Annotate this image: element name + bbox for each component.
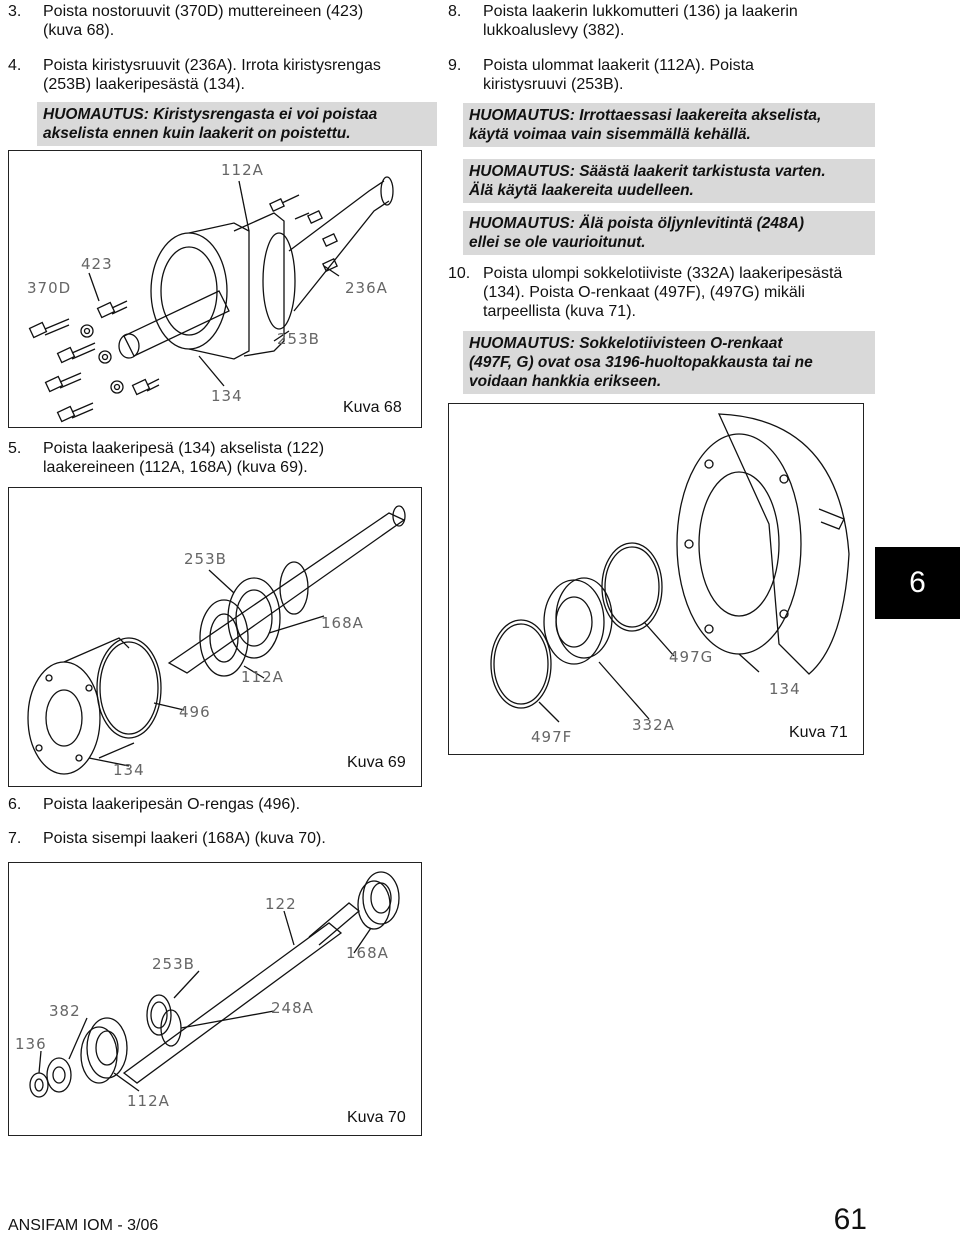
page-number: 61 — [833, 1203, 867, 1236]
step-text-line: lukkoaluslevy (382). — [483, 22, 625, 39]
figure-71 — [448, 403, 864, 755]
footer-doc-id: ANSIFAM IOM - 3/06 — [8, 1217, 159, 1234]
step-number: 3. — [8, 3, 22, 20]
callout-label: 134 — [113, 761, 145, 779]
figure-70-drawing — [9, 863, 421, 1135]
figure-caption: Kuva 68 — [343, 399, 402, 416]
note-line: HUOMAUTUS: Irrottaessasi laakereita akselista, — [469, 107, 822, 124]
callout-label: 112A — [221, 161, 264, 179]
note-box — [37, 102, 437, 146]
step-number: 7. — [8, 830, 22, 847]
step-text-line: Poista laakerin lukkomutteri (136) ja laakerin — [483, 3, 798, 20]
step-5 — [8, 439, 428, 479]
note-line: HUOMAUTUS: Älä poista öljynlevitintä (248A) — [469, 215, 805, 232]
figure-69-drawing — [9, 488, 421, 786]
note-line: akselista ennen kuin laakerit on poistettu. — [43, 125, 351, 142]
step-text-line: (134). Poista O-renkaat (497F), (497G) mikäli — [483, 284, 805, 301]
step-number: 4. — [8, 57, 22, 74]
callout-label: 382 — [49, 1002, 81, 1020]
step-text-line: Poista laakeripesä (134) akselista (122) — [43, 440, 325, 457]
callout-label: 134 — [769, 680, 801, 698]
callout-label: 253B — [184, 550, 227, 568]
step-text-line: Poista laakeripesän O-rengas (496). — [43, 796, 301, 813]
step-text-line: kiristysruuvi (253B). — [483, 76, 624, 93]
callout-label: 497F — [531, 728, 573, 746]
note-box — [463, 211, 875, 255]
step-number: 8. — [448, 3, 462, 20]
step-number: 10. — [448, 265, 471, 282]
callout-label: 112A — [127, 1092, 170, 1110]
note-line: voidaan hankkia erikseen. — [469, 373, 662, 390]
note-box — [463, 159, 875, 203]
figure-70 — [8, 862, 422, 1136]
figure-caption: Kuva 69 — [347, 754, 406, 771]
section-tab: 6 — [875, 547, 960, 619]
step-text-line: laakereineen (112A, 168A) (kuva 69). — [43, 459, 308, 476]
callout-label: 168A — [346, 944, 389, 962]
step-7 — [8, 829, 428, 849]
callout-label: 423 — [81, 255, 113, 273]
step-text-line: (253B) laakeripesästä (134). — [43, 76, 245, 93]
note-line: (497F, G) ovat osa 3196-huoltopakkausta tai ne — [469, 354, 813, 371]
step-text-line: Poista kiristysruuvit (236A). Irrota kiristysrengas — [43, 57, 381, 74]
note-line: käytä voimaa vain sisemmällä kehällä. — [469, 126, 751, 143]
callout-label: 496 — [179, 703, 211, 721]
callout-label: 236A — [345, 279, 388, 297]
step-10 — [448, 264, 878, 324]
note-line: Älä käytä laakereita uudelleen. — [469, 182, 694, 199]
step-number: 6. — [8, 796, 22, 813]
step-8 — [448, 2, 868, 42]
callout-label: 253B — [277, 330, 320, 348]
step-text-line: Poista sisempi laakeri (168A) (kuva 70). — [43, 830, 326, 847]
step-9 — [448, 56, 868, 96]
step-text-line: (kuva 68). — [43, 22, 115, 39]
step-number: 5. — [8, 440, 22, 457]
note-line: ellei se ole vaurioitunut. — [469, 234, 646, 251]
figure-caption: Kuva 71 — [789, 724, 848, 741]
callout-label: 168A — [321, 614, 364, 632]
note-line: HUOMAUTUS: Säästä laakerit tarkistusta varten. — [469, 163, 826, 180]
step-4 — [8, 56, 428, 96]
note-box — [463, 103, 875, 147]
step-text-line: Poista ulompi sokkelotiiviste (332A) laakeripesästä — [483, 265, 843, 282]
figure-caption: Kuva 70 — [347, 1109, 406, 1126]
step-text-line: Poista ulommat laakerit (112A). Poista — [483, 57, 754, 74]
step-text-line: tarpeellista (kuva 71). — [483, 303, 636, 320]
callout-label: 136 — [15, 1035, 47, 1053]
step-3 — [8, 2, 428, 42]
figure-68 — [8, 150, 422, 428]
note-line: HUOMAUTUS: Kiristysrengasta ei voi poistaa — [43, 106, 378, 123]
figure-69 — [8, 487, 422, 787]
step-text-line: Poista nostoruuvit (370D) muttereineen (423) — [43, 3, 364, 20]
step-6 — [8, 795, 428, 815]
callout-label: 253B — [152, 955, 195, 973]
callout-label: 332A — [632, 716, 675, 734]
callout-label: 122 — [265, 895, 297, 913]
note-line: HUOMAUTUS: Sokkelotiivisteen O-renkaat — [469, 335, 783, 352]
step-number: 9. — [448, 57, 462, 74]
callout-label: 497G — [669, 648, 714, 666]
callout-label: 112A — [241, 668, 284, 686]
note-box — [463, 331, 875, 394]
figure-68-drawing — [9, 151, 421, 427]
figure-71-drawing — [449, 404, 863, 754]
callout-label: 370D — [27, 279, 72, 297]
callout-label: 134 — [211, 387, 243, 405]
callout-label: 248A — [271, 999, 314, 1017]
